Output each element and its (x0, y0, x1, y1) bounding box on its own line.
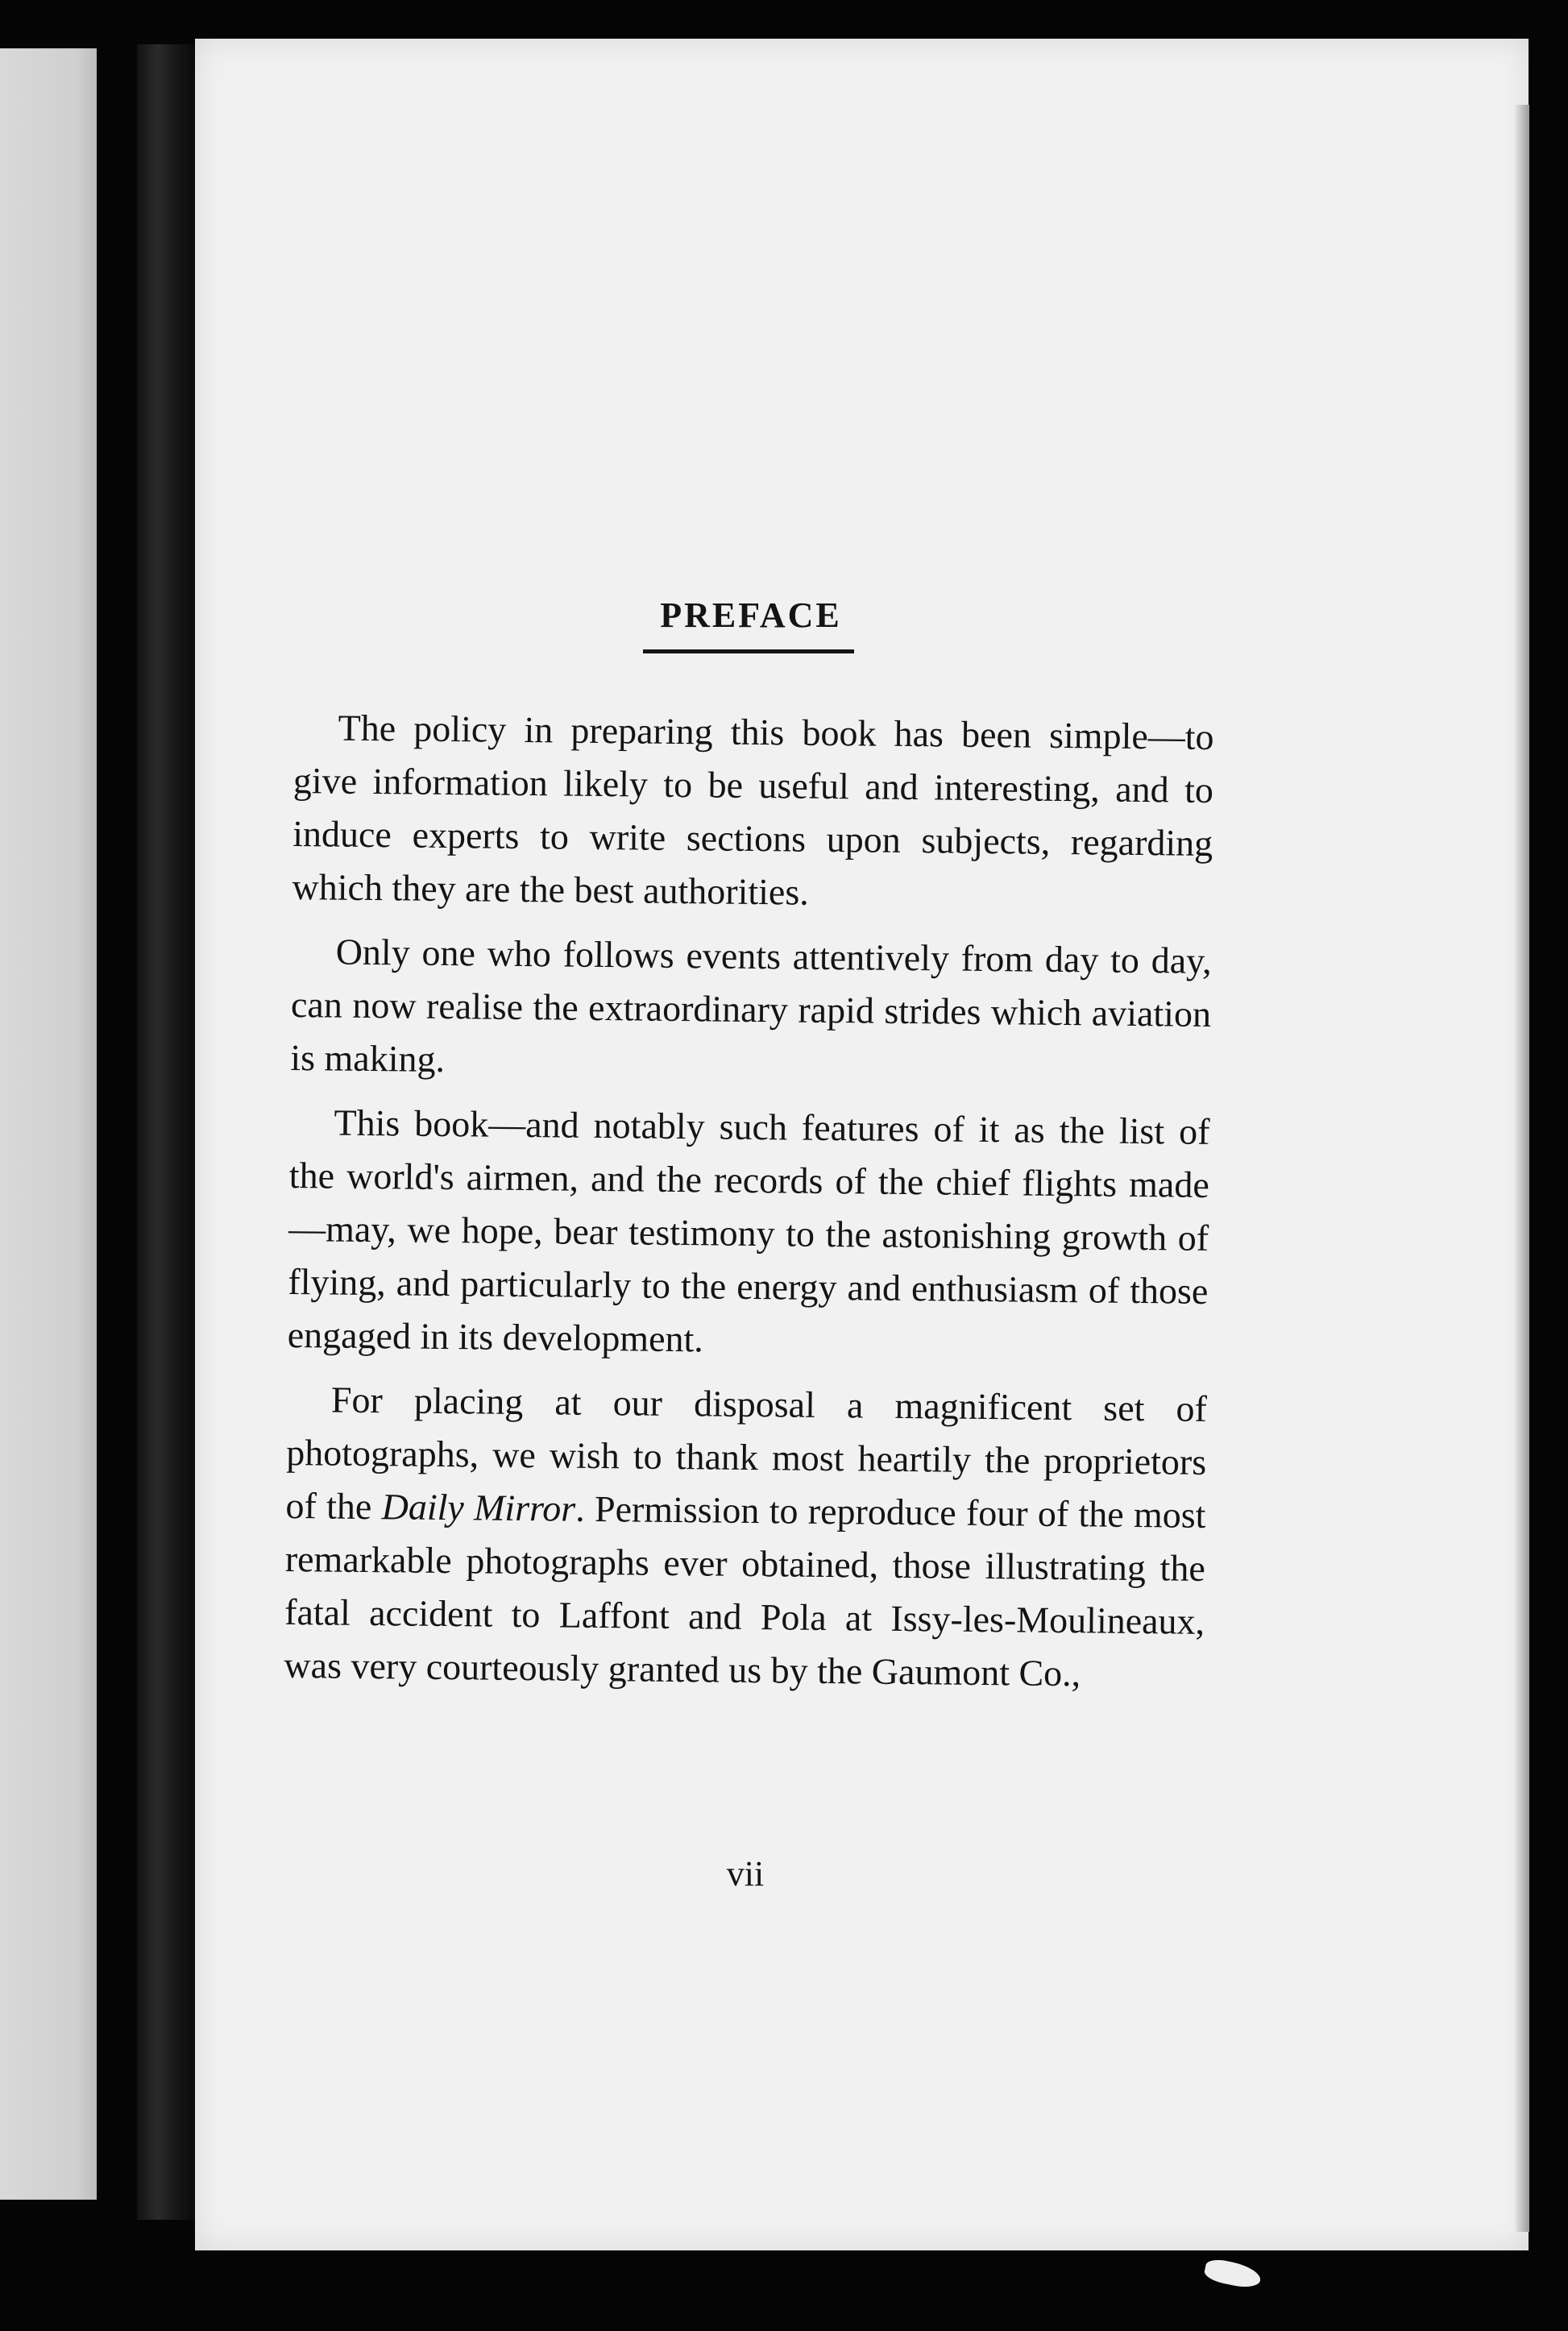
paragraph-4-text-before: For placing at our disposal a magnificent set of photographs, we wish to thank most heartily the proprietors of the (285, 1379, 1208, 1528)
paragraph-1: The policy in preparing this book has been simple—to give information likely to be useful and interesting, and to induce experts to write sections upon subjects, regarding which they are the best authorities. (292, 707, 1214, 913)
heading-underline (643, 649, 854, 653)
page-number: vii (726, 1854, 765, 1893)
preface-body (284, 701, 1214, 1713)
page-right-edge (1515, 105, 1529, 2232)
book-gutter (137, 44, 195, 2220)
paragraph-4-text-after: . Permission to reproduce four of the most remarkable photographs ever obtained, those illustrating the fatal accident to Laffont and Pola at Issy-les-Moulineaux, was very courteously granted us by the Gaumont Co., (284, 1487, 1206, 1694)
paragraph-3: This book—and notably such features of it as the list of the world's airmen, and the records of the chief flights made—may, we hope, bear testimony to the astonishing growth of flying, and particularly to the energy and enthusiasm of those engaged in its development. (287, 1101, 1210, 1360)
scan-artifact (1203, 2257, 1263, 2291)
paragraph-4 (284, 1373, 1207, 1702)
page-heading: PREFACE (660, 595, 842, 635)
newspaper-title: Daily Mirror (381, 1486, 576, 1529)
paragraph-2: Only one who follows events attentively from day to day, can now realise the extraordinary rapid strides which aviation is making. (290, 931, 1212, 1080)
facing-page-edge (0, 48, 97, 2200)
